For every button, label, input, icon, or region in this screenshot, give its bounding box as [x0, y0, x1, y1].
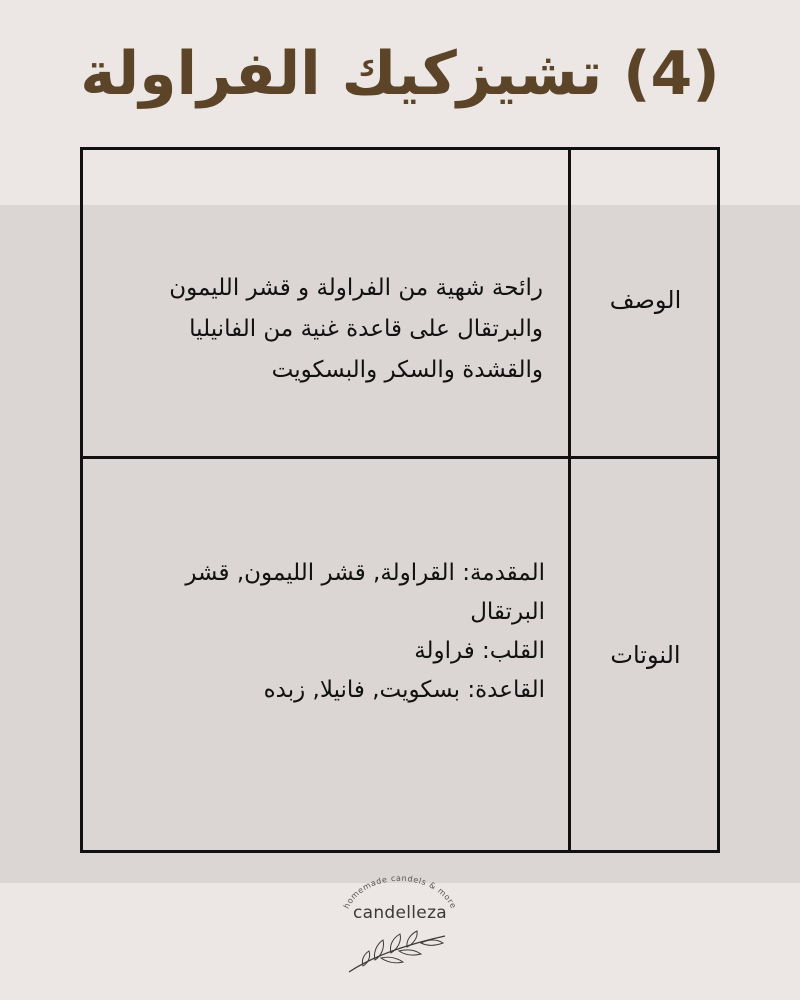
table-column-divider [568, 150, 571, 850]
logo-tagline: homemade candels & more [341, 873, 459, 911]
leaf-branch-icon [345, 928, 455, 976]
brand-logo [330, 868, 470, 978]
description-label: الوصف [609, 286, 682, 314]
description-line: رائحة شهية من الفراولة و قشر الليمون [169, 275, 543, 301]
description-text [103, 268, 543, 391]
logo-name: candelleza [352, 903, 448, 923]
table-row-divider [83, 456, 717, 459]
notes-line: المقدمة: القراولة, قشر الليمون, قشر [185, 560, 545, 586]
notes-line: البرتقال [470, 599, 545, 625]
page-title: (4) تشيزكيك الفراولة [80, 39, 720, 109]
notes-label: النوتات [610, 641, 681, 669]
description-line: والبرتقال على قاعدة غنية من الفانيليا [189, 316, 543, 342]
notes-line: القلب: فراولة [414, 638, 545, 664]
description-line: والقشدة والسكر والبسكويت [271, 357, 543, 383]
notes-text [113, 554, 545, 710]
info-table [80, 147, 720, 853]
notes-line: القاعدة: بسكويت, فانيلا, زبده [263, 677, 545, 703]
